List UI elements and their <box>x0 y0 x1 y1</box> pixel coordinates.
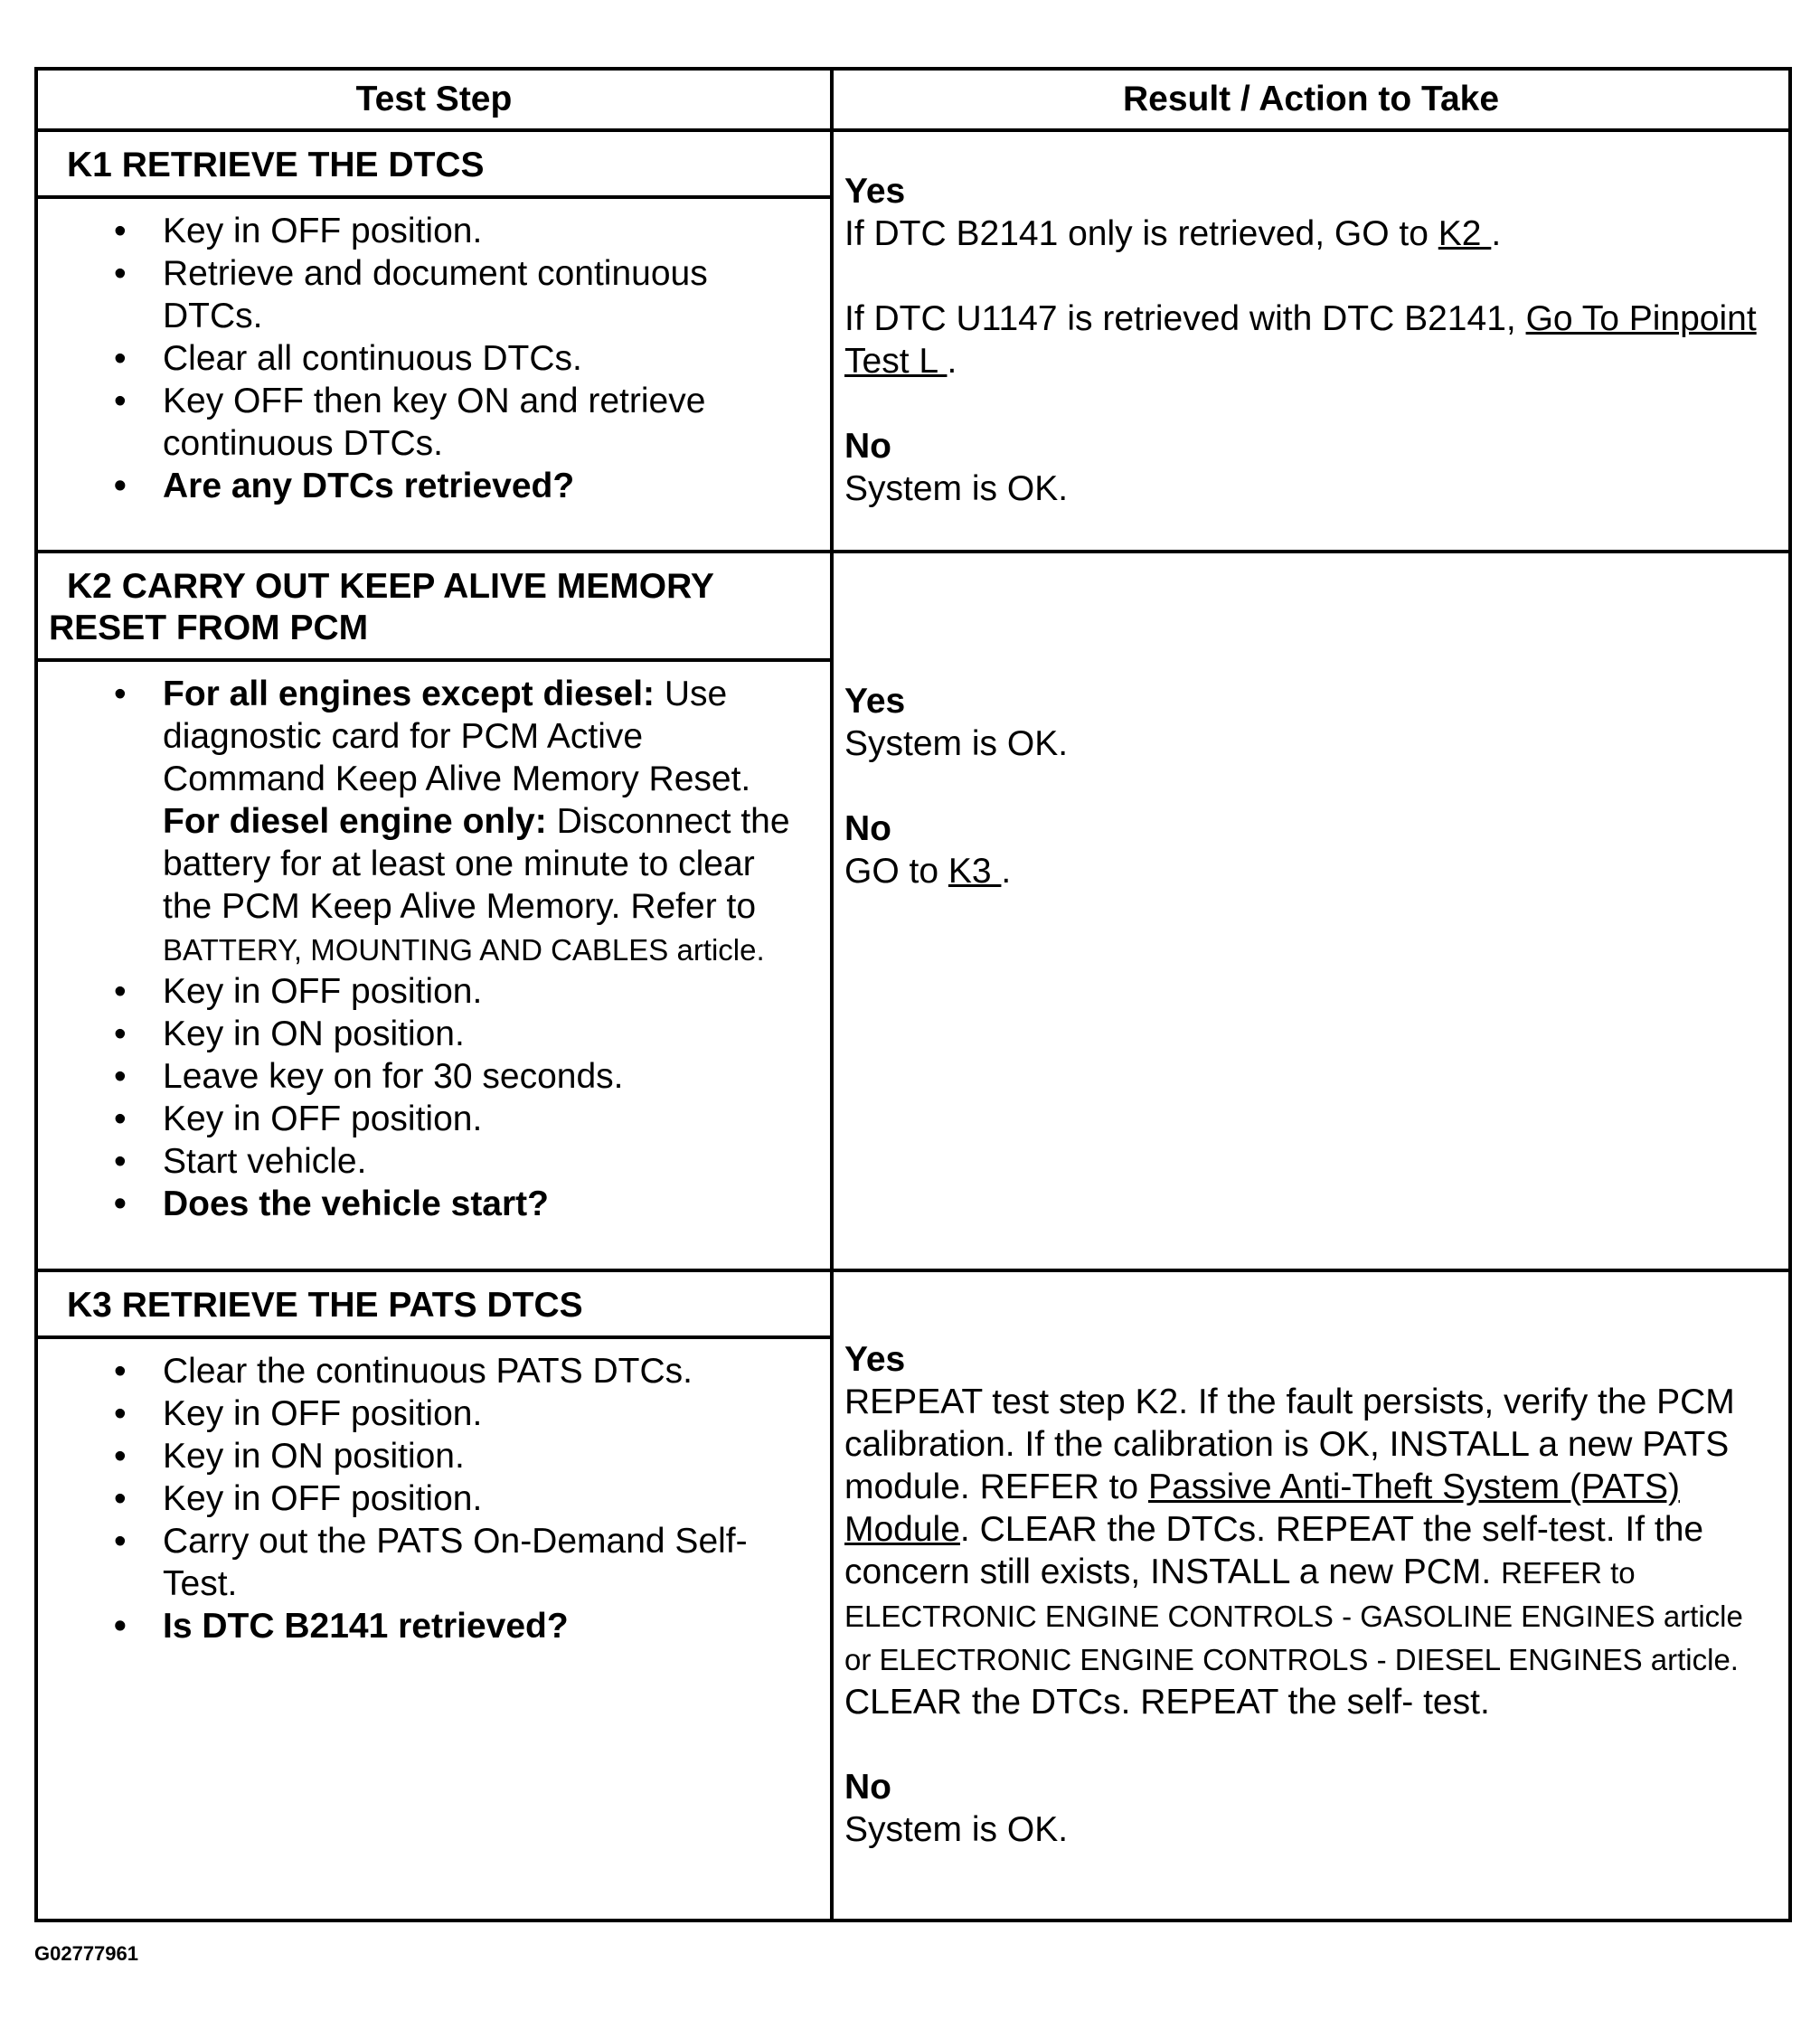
step-k1-body <box>36 197 832 552</box>
k1-link-pinpoint-test-l[interactable]: Go To Pinpoint Test L <box>844 299 1757 381</box>
list-item: • Key in OFF position. <box>38 970 812 1013</box>
k1-no-text: System is OK. <box>844 469 1069 508</box>
k3-yes-label: Yes <box>844 1340 906 1379</box>
k1-yes-label: Yes <box>844 172 906 211</box>
step-k2-title-row <box>36 552 1790 660</box>
list-item: • Key OFF then key ON and retrieve continuous DTCs. <box>38 380 812 465</box>
k3-no-text: System is OK. <box>844 1810 1069 1849</box>
k2-yes-text: System is OK. <box>844 724 1069 763</box>
k3-link-pats-module[interactable]: Passive Anti-Theft System (PATS) Module <box>844 1467 1681 1549</box>
k3-bullet-list <box>38 1339 830 1647</box>
k1-link-k2[interactable]: K2 <box>1438 214 1492 253</box>
table-header-row <box>36 69 1790 130</box>
k1-yes-line1: If DTC B2141 only is retrieved, GO to K2 . <box>844 214 1502 253</box>
list-item: • Carry out the PATS On-Demand Self- Test. <box>38 1520 812 1605</box>
step-k1-title: K1 RETRIEVE THE DTCS <box>36 130 832 197</box>
pinpoint-test-table <box>34 67 1792 1922</box>
list-item: • Key in OFF position. <box>38 210 812 252</box>
step-k3-result <box>832 1270 1790 1920</box>
step-k3-body <box>36 1337 832 1920</box>
list-item: • Clear all continuous DTCs. <box>38 337 812 380</box>
list-item: • For all engines except diesel: Use diagnostic card for PCM Active Command Keep Alive Memory Reset. For diesel engine only: Disconnect the battery for at least one minute to clear the PCM Keep Alive Memory. Refer to BATTERY, MOUNTING AND CABLES article. <box>38 673 812 970</box>
step-k3-title-row <box>36 1270 1790 1337</box>
header-result-action: Result / Action to Take <box>832 69 1790 130</box>
list-item: • Key in OFF position. <box>38 1477 812 1520</box>
list-item: • Is DTC B2141 retrieved? <box>38 1605 812 1647</box>
step-k1-result <box>832 130 1790 552</box>
list-item: • Start vehicle. <box>38 1140 812 1183</box>
list-item: • Leave key on for 30 seconds. <box>38 1055 812 1098</box>
k2-yes-label: Yes <box>844 682 906 721</box>
k2-link-k3[interactable]: K3 <box>948 852 1002 891</box>
step-k2-result <box>832 552 1790 1270</box>
k3-yes-text: REPEAT test step K2. If the fault persists, verify the PCM calibration. If the calibration is OK, INSTALL a new PATS module. REFER to Passive Anti-Theft System (PATS) Module. CLEAR the DTCs. REPEAT the self-test. If the concern still exists, INSTALL a new PCM. REFER to ELECTRONIC ENGINE CONTROLS - GASOLINE ENGINES article or ELECTRONIC ENGINE CONTROLS - DIESEL ENGINES article. CLEAR the DTCs. REPEAT the self- test. <box>844 1383 1743 1722</box>
k2-no-label: No <box>844 809 891 848</box>
header-test-step: Test Step <box>36 69 832 130</box>
step-k2-body <box>36 660 832 1270</box>
k2-no-line: GO to K3 . <box>844 852 1012 891</box>
k2-bullet-list <box>38 662 830 1225</box>
k3-no-label: No <box>844 1768 891 1807</box>
list-item: • Key in OFF position. <box>38 1098 812 1140</box>
step-k2-title: K2 CARRY OUT KEEP ALIVE MEMORY RESET FROM PCM <box>36 552 832 660</box>
k1-no-label: No <box>844 427 891 466</box>
list-item: • Are any DTCs retrieved? <box>38 465 812 507</box>
figure-id: G02777961 <box>34 1942 138 1965</box>
list-item: • Retrieve and document continuous DTCs. <box>38 252 812 337</box>
step-k1-title-row <box>36 130 1790 197</box>
k1-yes-line2: If DTC U1147 is retrieved with DTC B2141, Go To Pinpoint Test L . <box>844 299 1757 381</box>
list-item: • Key in ON position. <box>38 1435 812 1477</box>
list-item: • Does the vehicle start? <box>38 1183 812 1225</box>
list-item: • Key in OFF position. <box>38 1392 812 1435</box>
k1-bullet-list <box>38 199 830 507</box>
list-item: • Clear the continuous PATS DTCs. <box>38 1350 812 1392</box>
step-k3-title: K3 RETRIEVE THE PATS DTCS <box>36 1270 832 1337</box>
list-item: • Key in ON position. <box>38 1013 812 1055</box>
